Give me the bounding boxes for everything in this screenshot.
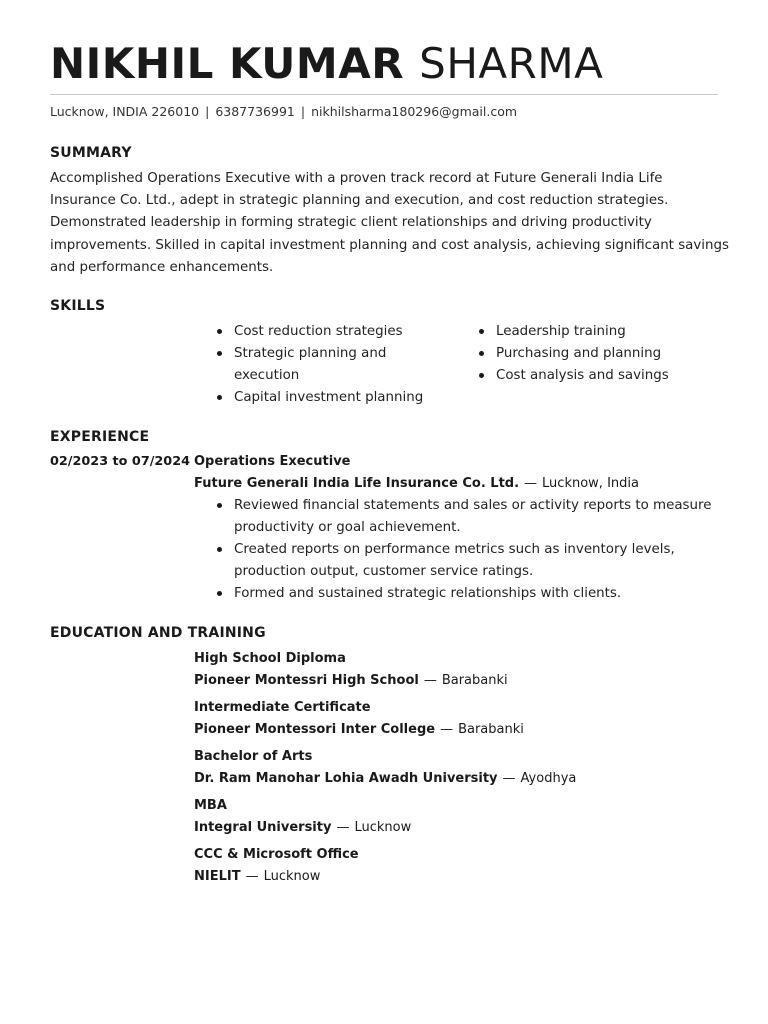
education-school: NIELIT (194, 869, 241, 884)
education-location: Lucknow (354, 820, 412, 835)
education-school: Dr. Ram Manohar Lohia Awadh University (194, 771, 498, 786)
job-company-line (194, 474, 639, 494)
dash-separator: — (423, 673, 437, 688)
candidate-name (50, 38, 603, 90)
education-entry (194, 796, 714, 838)
contact-email: nikhilsharma180296@gmail.com (311, 104, 518, 119)
education-school: Pioneer Montessori Inter College (194, 722, 436, 737)
job-location: Lucknow, India (542, 476, 639, 491)
skill-item: Cost reduction strategies (216, 321, 436, 343)
dash-separator: — (245, 869, 259, 884)
skill-item: Purchasing and planning (478, 343, 718, 365)
education-degree: CCC & Microsoft Office (194, 847, 359, 862)
contact-phone: 6387736991 (215, 104, 295, 119)
education-location: Lucknow (263, 869, 321, 884)
first-name: NIKHIL KUMAR (50, 39, 405, 88)
experience-heading: EXPERIENCE (50, 429, 150, 445)
education-location: Ayodhya (520, 771, 577, 786)
education-school: Integral University (194, 820, 332, 835)
skill-item: Strategic planning and execution (216, 343, 436, 387)
dash-separator: — (440, 722, 454, 737)
job-bullet: Formed and sustained strategic relationships with clients. (216, 583, 716, 605)
education-heading: EDUCATION AND TRAINING (50, 625, 266, 641)
job-dates: 02/2023 to 07/2024 (50, 454, 191, 469)
education-school-line (194, 867, 714, 887)
education-degree: Bachelor of Arts (194, 749, 313, 764)
skills-column-2 (478, 321, 718, 387)
skills-column-1 (216, 321, 436, 409)
job-company: Future Generali India Life Insurance Co. Ltd. (194, 476, 520, 491)
header-divider (50, 94, 718, 95)
last-name: SHARMA (419, 39, 604, 88)
education-degree: MBA (194, 798, 227, 813)
contact-separator: | (205, 104, 210, 119)
contact-line (50, 104, 517, 120)
education-school: Pioneer Montessri High School (194, 673, 419, 688)
summary-heading: SUMMARY (50, 145, 132, 161)
education-degree: Intermediate Certificate (194, 700, 371, 715)
education-school-line (194, 671, 714, 691)
dash-separator: — (524, 476, 538, 491)
education-location: Barabanki (458, 722, 524, 737)
dash-separator: — (336, 820, 350, 835)
education-school-line (194, 720, 714, 740)
dash-separator: — (502, 771, 516, 786)
education-school-line (194, 769, 714, 789)
education-entry (194, 845, 714, 887)
education-entry (194, 747, 714, 789)
contact-location: Lucknow, INDIA 226010 (50, 104, 200, 119)
summary-text: Accomplished Operations Executive with a proven track record at Future Generali India Life Insurance Co. Ltd., adept in strategic planning and execution, and cost reduction strategies. Demonstrated leadership in forming strategic client relationships and driving productivity improvements. Skilled in capital investment planning and cost analysis, achieving significant savings and performance enhancements. (50, 171, 729, 275)
education-entry (194, 649, 714, 691)
skill-item: Cost analysis and savings (478, 365, 718, 387)
job-bullets (216, 495, 716, 605)
job-title: Operations Executive (194, 454, 351, 469)
job-bullet: Created reports on performance metrics such as inventory levels, production output, customer service ratings. (216, 539, 716, 583)
education-degree: High School Diploma (194, 651, 346, 666)
education-school-line (194, 818, 714, 838)
contact-separator: | (300, 104, 306, 119)
education-location: Barabanki (441, 673, 508, 688)
job-bullet: Reviewed financial statements and sales or activity reports to measure productivity or goal achievement. (216, 495, 716, 539)
skill-item: Leadership training (478, 321, 718, 343)
education-entry (194, 698, 714, 740)
skill-item: Capital investment planning (216, 387, 436, 409)
skills-heading: SKILLS (50, 298, 106, 314)
